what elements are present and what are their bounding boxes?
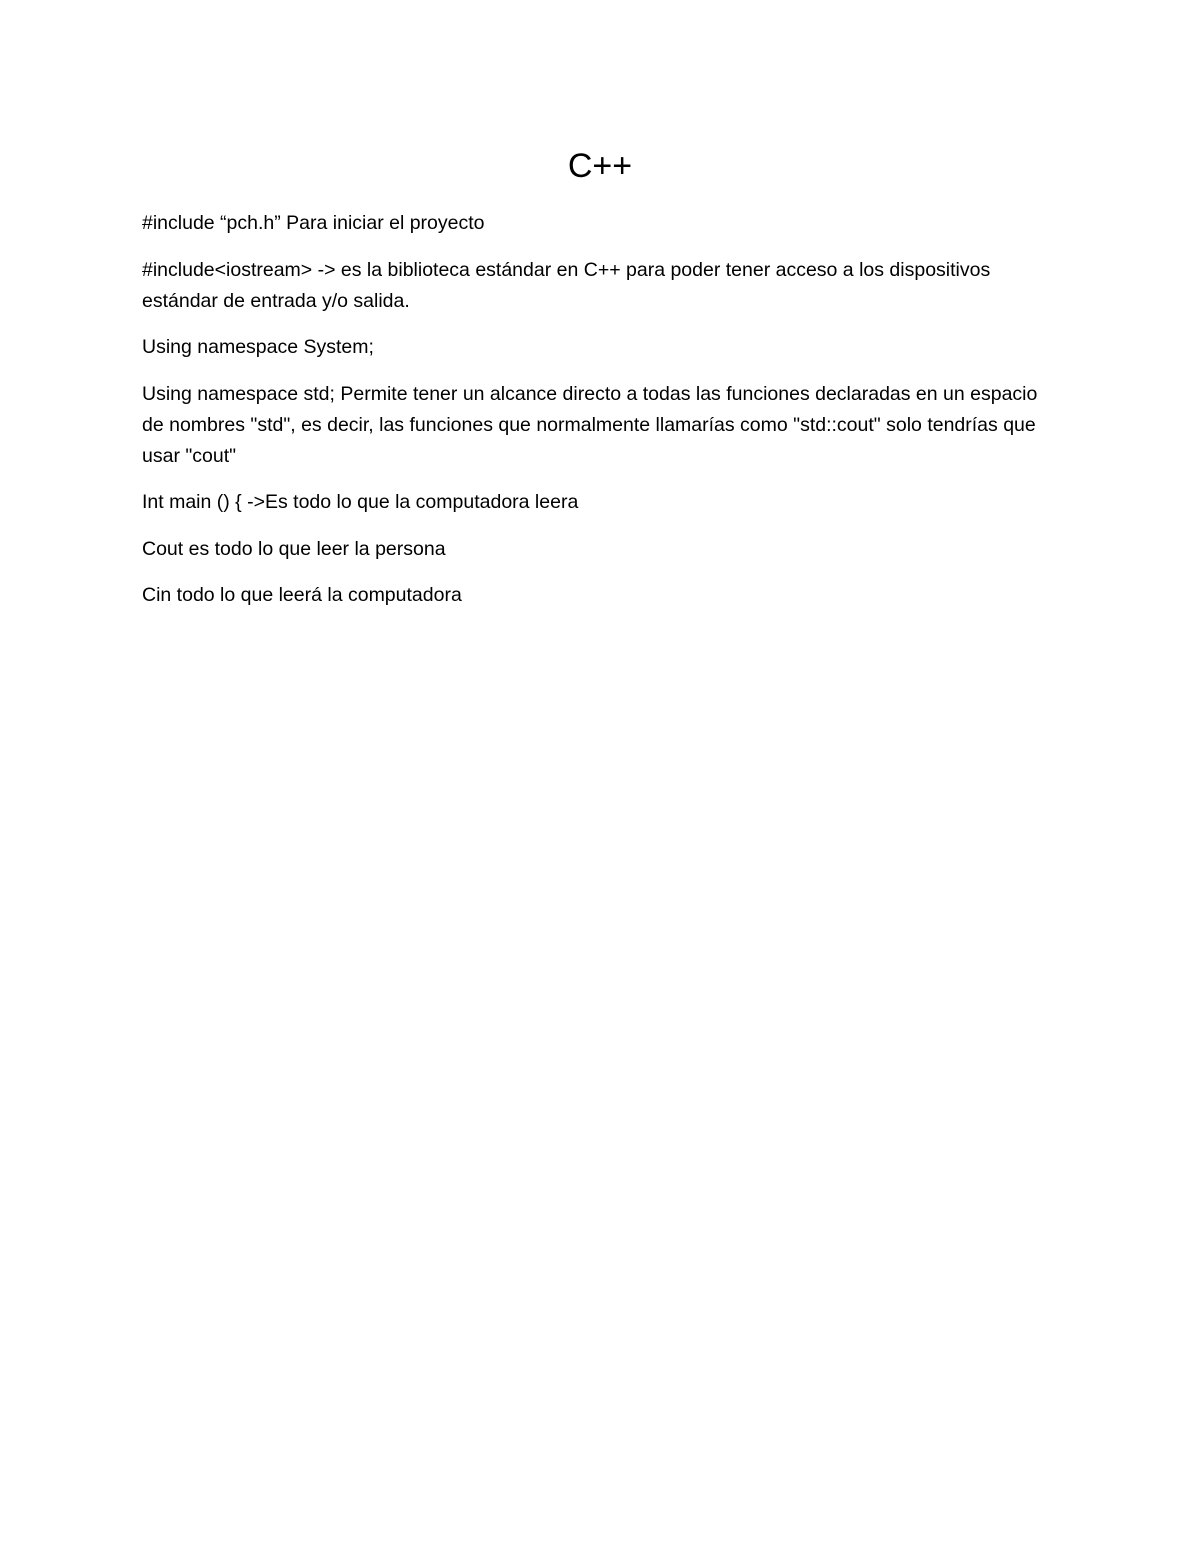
paragraph-cout: Cout es todo lo que leer la persona (142, 537, 446, 560)
document-title: C++ (567, 147, 633, 185)
document-body (142, 208, 1062, 627)
paragraph-cin: Cin todo lo que leerá la computadora (142, 584, 462, 606)
paragraph-include-iostream: #include<iostream> -> es la biblioteca estándar en C++ para poder tener acceso a los dispositivos estándar de entrada y/o salida. (142, 258, 991, 312)
paragraph-namespace-system: Using namespace System; (142, 336, 374, 358)
paragraph-namespace-std: Using namespace std; Permite tener un alcance directo a todas las funciones declaradas en un espacio de nombres "std", es decir, las funciones que normalmente llamarías como "std::cout" solo tendrías que usar "cout" (142, 382, 1038, 467)
paragraph-include-pch: #include “pch.h” Para iniciar el proyecto (142, 212, 485, 234)
paragraph-int-main: Int main () { ->Es todo lo que la computadora leera (142, 491, 579, 513)
